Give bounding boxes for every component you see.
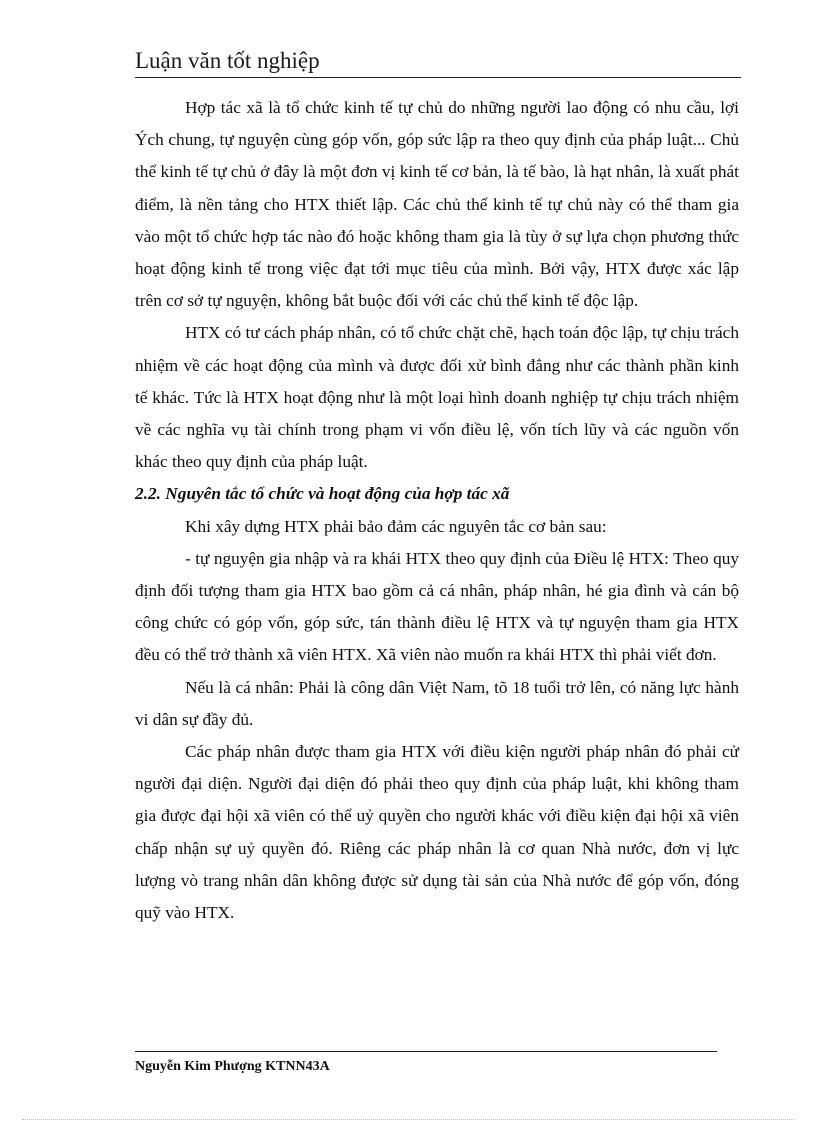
header-divider [135, 77, 741, 78]
paragraph-legal-status: HTX có tư cách pháp nhân, có tổ chức chặt chẽ, hạch toán độc lập, tự chịu trách nhiệm về các hoạt động của mình và được đối xử bình đẳng như các thành phần kinh tế khác. Tức là HTX hoạt động như là một loại hình doanh nghiệp tự chịu trách nhiệm về các nghĩa vụ tài chính trong phạm vi vốn điều lệ, vốn tích lũy và các nguồn vốn khác theo quy định của pháp luật. [135, 323, 739, 472]
paragraph-principles-intro: Khi xây dựng HTX phải bảo đảm các nguyên tắc cơ bản sau: [185, 516, 607, 536]
paragraph-cooperative-definition: Hợp tác xã là tổ chức kinh tế tự chủ do những người lao động có nhu cầu, lợi Ých chung, tự nguyện cùng góp vốn, góp sức lập ra theo quy định của pháp luật... Chủ thể kinh tế tự chủ ở đây là một đơn vị kinh tế cơ bản, là tế bào, là hạt nhân, là xuất phát điểm, là nền tảng cho HTX thiết lập. Các chủ thể kinh tế tự chủ này có thể tham gia vào một tổ chức hợp tác nào đó hoặc không tham gia là tùy ở sự lựa chọn phương thức hoạt động kinh tế trong việc đạt tới mục tiêu của mình. Bởi vậy, HTX được xác lập trên cơ sở tự nguyện, không bắt buộc đối với các chủ thể kinh tế độc lập. [135, 98, 739, 311]
paragraph-individual-requirements: Nếu là cá nhân: Phải là công dân Việt Nam, tõ 18 tuổi trở lên, có năng lực hành vi dân sự đầy đủ. [135, 677, 739, 729]
page-header-title: Luận văn tốt nghiệp [135, 48, 320, 73]
paragraph-legal-entity-requirements: Các pháp nhân được tham gia HTX với điều kiện người pháp nhân đó phải cử người đại diện. Người đại diện đó phải theo quy định của pháp luật, khi không tham gia được đại hội xã viên có thể uỷ quyền cho người khác với điều kiện đại hội xã viên chấp nhận sự uỷ quyền đó. Riêng các pháp nhân là cơ quan Nhà nước, đơn vị lực lượng vò trang nhân dân không được sử dụng tài sản của Nhà nước để góp vốn, đóng quỹ vào HTX. [135, 742, 739, 923]
paragraph-voluntary-membership: - tự nguyện gia nhập và ra khái HTX theo quy định của Điều lệ HTX: Theo quy định đối tượng tham gia HTX bao gồm cả cá nhân, pháp nhân, hé gia đình và cán bộ công chức có góp vốn, góp sức, tán thành điều lệ HTX và tự nguyện tham gia HTX đều có thể trở thành xã viên HTX. Xã viên nào muốn ra khái HTX thì phải viết đơn. [135, 548, 739, 665]
footer-divider [135, 1051, 717, 1052]
document-body [135, 92, 739, 929]
section-heading: 2.2. Nguyên tắc tổ chức và hoạt động của hợp tác xã [135, 484, 510, 504]
footer-author: Nguyễn Kim Phượng KTNN43A [135, 1059, 330, 1074]
page-boundary [22, 1119, 794, 1120]
